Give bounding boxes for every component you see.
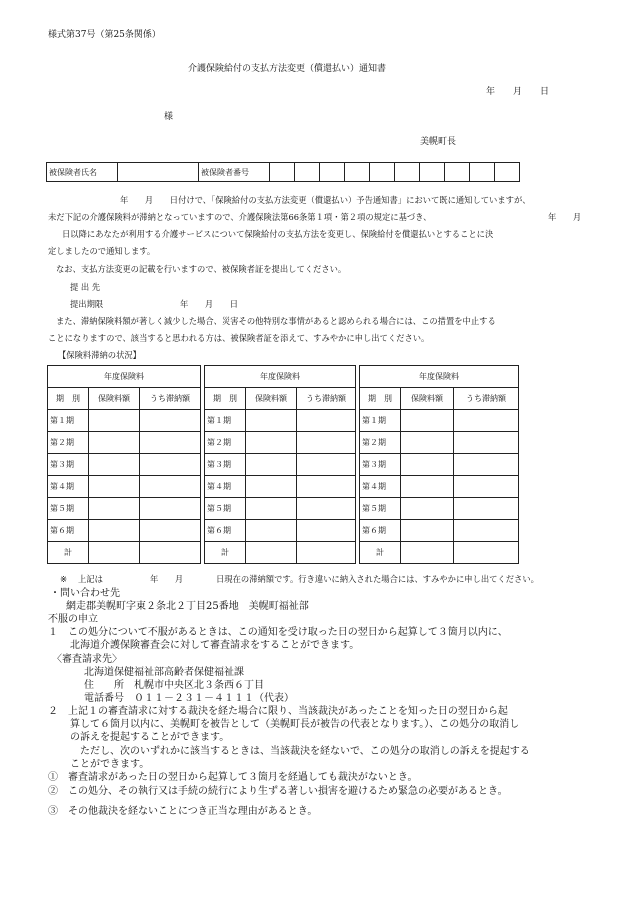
issuer: 美幌町長 [420,137,457,147]
appeal-condition-2: ② この処分、その執行又は手続の続行により生ずる著しい損害を避けるため緊急の必要があるとき。 [48,786,508,797]
appeal-item2-line3: の訴えを提起することができます。 [70,732,230,743]
submit-to-label: 提 出 先 [70,282,101,292]
appeal-dest-org: 北海道保健福祉部高齢者保健福祉課 [84,667,244,678]
insured-name-cell [118,163,199,182]
table-row [205,542,356,564]
period-label: 第６期 [360,520,401,542]
table-row [360,542,519,564]
table-row [48,476,201,498]
table-row [48,520,201,542]
status-table-3 [359,365,519,564]
column-header-overdue: うち滞納額 [454,388,519,410]
table-row [48,454,201,476]
insured-number-label: 被保険者番号 [199,163,270,182]
insured-number-digit [295,163,320,182]
total-label: 計 [48,542,89,564]
column-header-overdue: うち滞納額 [297,388,356,410]
insured-number-digit [445,163,470,182]
table-row [48,542,201,564]
period-label: 第３期 [205,454,246,476]
table-row [48,498,201,520]
insured-number-digit [320,163,345,182]
appeal-item1-line2: 北海道介護保険審査会に対して審査請求をすることができます。 [70,640,360,651]
table-row [205,476,356,498]
body-p1-line2: 未だ下記の介護保険料が滞納となっていますので、介護保険法第66条第１項・第２項の規定に基づき、 [48,212,432,222]
body-p1-line2-date: 年 月 [548,212,582,222]
period-label: 第３期 [360,454,401,476]
table-row [360,520,519,542]
status-heading: 【保険料滞納の状況】 [58,350,141,360]
appeal-dest-address: 住 所 札幌市中央区北３条西６丁目 [84,680,264,691]
status-table-header: 年度保険料 [205,366,356,388]
body-p3-line1: また、滞納保険料額が著しく減少した場合、災害その他特別な事情があると認められる場合には、この措置を中止する [56,316,496,326]
period-label: 第６期 [48,520,89,542]
appeal-item2-line4: ただし、次のいずれかに該当するときは、当該裁決を経ないで、この処分の取消しの訴えを提起する [80,746,530,757]
insured-name-label: 被保険者氏名 [47,163,118,182]
issue-date: 年 月 日 [486,87,550,97]
column-header-period: 期 別 [360,388,401,410]
appeal-item2-line2: 算して６箇月以内に、美幌町を被告として（美幌町長が被告の代表となります。）、この処分の取消し [70,719,520,730]
appeal-item2-line5: ことができます。 [70,759,150,770]
status-table-1 [47,365,201,564]
column-header-premium: 保険料額 [246,388,297,410]
column-header-premium: 保険料額 [89,388,140,410]
column-header-period: 期 別 [48,388,89,410]
total-label: 計 [205,542,246,564]
table-row [360,432,519,454]
appeal-dest-phone: 電話番号 ０１１－２３１－４１１１（代表） [84,693,294,704]
status-table-header: 年度保険料 [360,366,519,388]
period-label: 第１期 [205,410,246,432]
column-header-period: 期 別 [205,388,246,410]
contact-heading: ・問い合わせ先 [50,588,120,599]
table-row [360,454,519,476]
deadline-value: 年 月 日 [180,299,239,309]
period-label: 第４期 [48,476,89,498]
body-p2: なお、支払方法変更の記載を行いますので、被保険者証を提出してください。 [56,264,347,274]
period-label: 第５期 [205,498,246,520]
note-mark: ※ [60,574,67,584]
table-row [205,410,356,432]
column-header-overdue: うち滞納額 [140,388,201,410]
appeal-heading: 不服の申立 [48,614,98,625]
table-row [360,476,519,498]
insured-number-digit [345,163,370,182]
status-table-header: 年度保険料 [48,366,201,388]
appeal-condition-1: ① 審査請求があった日の翌日から起算して３箇月を経過しても裁決がないとき。 [48,772,418,783]
table-row [48,410,201,432]
table-row [48,432,201,454]
table-row [360,410,519,432]
insured-number-digit [270,163,295,182]
insured-number-digit [370,163,395,182]
table-row [205,498,356,520]
insured-number-digit [395,163,420,182]
body-p3-line2: ことになりますので、該当すると思われる方は、被保険者証を添えて、すみやかに申し出てください。 [48,333,430,343]
period-label: 第２期 [205,432,246,454]
period-label: 第３期 [48,454,89,476]
appeal-item1-line1: １ この処分について不服があるときは、この通知を受け取った日の翌日から起算して３箇月以内に、 [48,627,508,638]
table-row [205,432,356,454]
period-label: 第４期 [205,476,246,498]
appeal-item2-line1: ２ 上記１の審査請求に対する裁決を経た場合に限り、当該裁決があったことを知った日の翌日から起 [48,706,508,717]
appeal-dest-heading: 〈審査請求先〉 [52,654,122,665]
table-row [360,498,519,520]
addressee-suffix: 様 [164,112,174,122]
total-label: 計 [360,542,401,564]
period-label: 第４期 [360,476,401,498]
deadline-label: 提出期限 [70,299,104,309]
body-p1-line1: 年 月 日付けで、「保険給付の支払方法変更（償還払い）予告通知書」において既に通知していますが、 [120,195,531,205]
note-text-a: 上記は [78,574,103,584]
table-row [205,454,356,476]
period-label: 第１期 [360,410,401,432]
period-label: 第６期 [205,520,246,542]
note-date: 年 月 [150,574,184,584]
form-number: 様式第37号（第25条関係） [48,30,161,40]
contact-address: 網走郡美幌町字東２条北２丁目25番地 美幌町福祉部 [66,601,309,612]
appeal-condition-3: ③ その他裁決を経ないことにつき正当な理由があるとき。 [48,806,318,817]
column-header-premium: 保険料額 [401,388,454,410]
period-label: 第２期 [360,432,401,454]
insured-number-digit [420,163,445,182]
body-p1-line4: 定しましたので通知します。 [48,246,156,256]
document-title: 介護保険給付の支払方法変更（償還払い）通知書 [188,64,387,74]
status-table-2 [204,365,356,564]
insured-number-digit [470,163,495,182]
insured-info-table [46,162,520,182]
period-label: 第５期 [360,498,401,520]
period-label: 第２期 [48,432,89,454]
period-label: 第１期 [48,410,89,432]
table-row [205,520,356,542]
period-label: 第５期 [48,498,89,520]
body-p1-line3: 日以降にあなたが利用する介護サービスについて保険給付の支払方法を変更し、保険給付を償還払いとすることに決 [62,229,494,239]
insured-number-digit [495,163,520,182]
note-text-c: 日現在の滞納額です。行き違いに納入された場合には、すみやかに申し出てください。 [216,574,539,584]
